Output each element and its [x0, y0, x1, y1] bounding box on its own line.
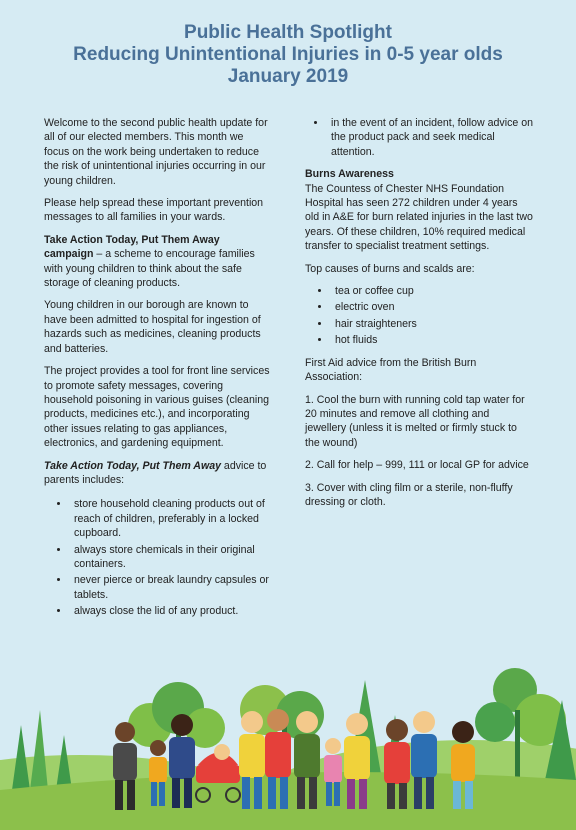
right-column	[305, 116, 533, 517]
title-line-1: Public Health Spotlight	[184, 22, 392, 43]
burns-heading: Burns Awareness	[305, 168, 394, 181]
list-item: • always close the lid of any product.	[70, 604, 270, 618]
spread-message-paragraph: Please help spread these important prevention messages to all families in your wards.	[44, 197, 264, 224]
first-aid-intro: First Aid advice from the British Burn Association:	[305, 356, 477, 384]
advice-list-continued	[305, 116, 533, 159]
title-line-3: January 2019	[227, 66, 349, 87]
project-paragraph: The project provides a tool for front line services to promote safety messages, covering household poisoning in various guises (cleaning products, medicines etc.), and incorporating other issues relating to gas appliances, electronics, and gardening equipment.	[44, 365, 270, 450]
list-item: • store household cleaning products out of reach of children, preferably in a locked cupboard.	[70, 497, 270, 540]
list-item: • never pierce or break laundry capsules or tablets.	[70, 573, 270, 602]
list-item: • hot fluids	[331, 333, 533, 347]
title-line-2: Reducing Unintentional Injuries in 0-5 year olds	[73, 44, 503, 65]
advice-intro-paragraph	[44, 459, 270, 488]
causes-intro: Top causes of burns and scalds are:	[305, 262, 475, 275]
campaign-paragraph	[44, 233, 270, 291]
list-item: • always store chemicals in their original containers.	[70, 543, 270, 572]
family-illustration	[0, 640, 576, 830]
burns-paragraph: The Countess of Chester NHS Foundation Hospital has seen 272 children under 4 years old in A&E for burn related injuries in the last two years. Of these children, 10% required medical transfer to specialist treatment settings.	[305, 182, 533, 253]
left-column	[44, 116, 270, 627]
campaign-name: Take Action Today, Put Them Away campaign	[44, 233, 220, 261]
list-item: • tea or coffee cup	[331, 284, 533, 298]
campaign-description: – a scheme to encourage families with young children to think about the safe storage of cleaning products.	[44, 248, 255, 290]
advice-intro-text: advice to parents includes:	[44, 459, 267, 486]
page-title	[0, 22, 576, 88]
tree-icon	[12, 710, 72, 790]
first-aid-step-3: 3. Cover with cling film or a sterile, non-fluffy dressing or cloth.	[305, 481, 513, 508]
causes-list	[305, 284, 533, 348]
admissions-paragraph: Young children in our borough are known to have been admitted to hospital for ingestion of hazards such as medicines, cleaning products and batteries.	[44, 299, 261, 355]
first-aid-step-1: 1. Cool the burn with running cold tap water for 20 minutes and remove all clothing and jewellery (unless it is melted or firmly stuck to the wound)	[305, 393, 525, 449]
intro-paragraph: Welcome to the second public health update for all of our elected members. This month we focus on the work being undertaken to reduce the risk of unintentional injuries occurring in our young children.	[44, 117, 268, 187]
list-item: • in the event of an incident, follow advice on the product pack and seek medical attention.	[327, 116, 533, 159]
campaign-name-italic: Take Action Today, Put Them Away	[44, 459, 221, 472]
first-aid-step-2: 2. Call for help – 999, 111 or local GP for advice	[305, 459, 529, 472]
list-item: • hair straighteners	[331, 317, 533, 331]
list-item: • electric oven	[331, 300, 533, 314]
advice-list	[44, 497, 270, 618]
